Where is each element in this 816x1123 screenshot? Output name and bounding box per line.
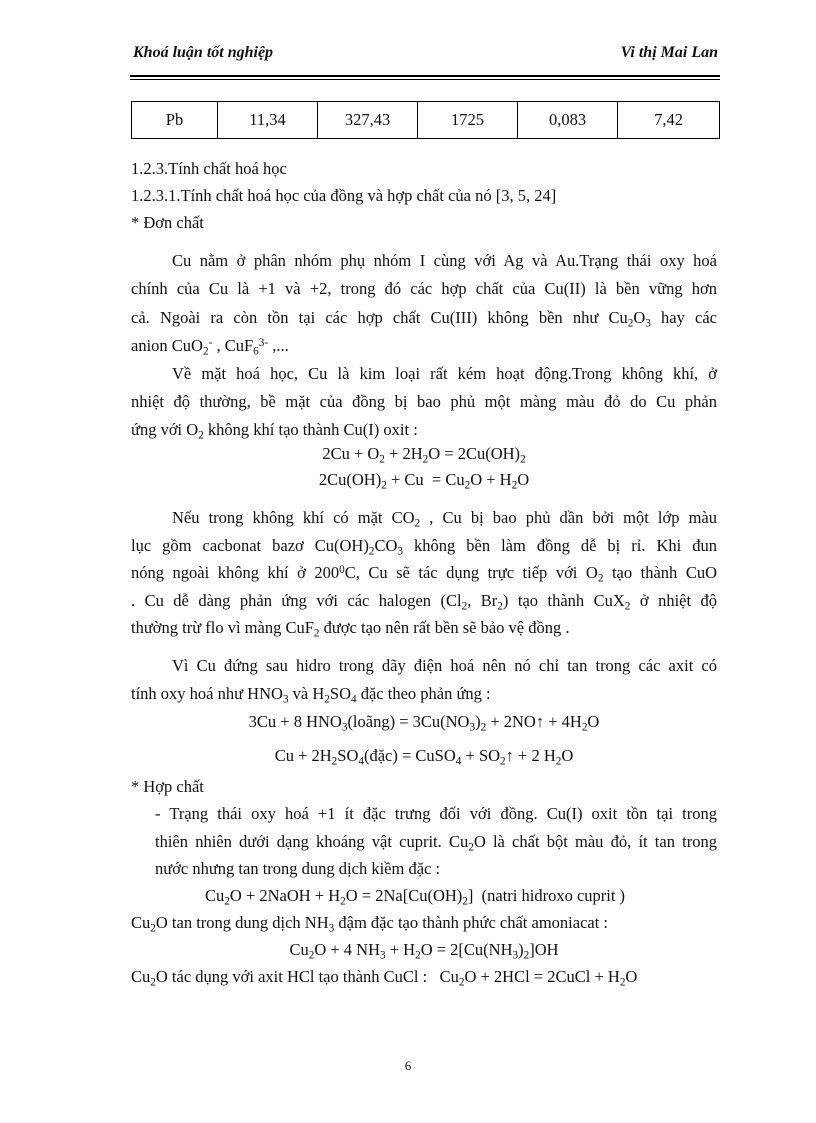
header-rule-thin: [130, 79, 720, 80]
table-row: [132, 102, 720, 139]
paragraph-line: Vì Cu đứng sau hidro trong dãy điện hoá nên nó chỉ tan trong các axit có: [172, 656, 717, 675]
header-left: Khoá luận tốt nghiệp: [133, 44, 274, 61]
equation: $Cu_2O$ + 2NaOH + $H_2O = 2Na[Cu(OH)_2]$ (natri hidroxo cuprit ): [205, 886, 626, 908]
header-right: Vi thị Mai Lan: [620, 44, 718, 61]
table-cell: 0,083: [518, 102, 618, 139]
paragraph-line: . Cu dễ dàng phản ứng với các halogen ($Cl_2$, $Br_2$) tạo thành CuX$_2$ ở nhiệt độ: [131, 591, 718, 613]
equation: $Cu + 2H_2SO_4(đặc)$ = CuSO$_4$ + $SO_2↑ + 2$ $H_2O$: [274, 746, 574, 768]
table-cell: 11,34: [218, 102, 318, 139]
properties-table: [131, 101, 720, 139]
paragraph-line: - Trạng thái oxy hoá +1 ít đặc trưng đối với đồng. Cu(I) oxit tồn tại trong: [155, 804, 717, 823]
equation: $2Cu + O_2 + 2H_2O = 2Cu(OH)_2$: [322, 444, 526, 466]
element-heading: * Đơn chất: [131, 213, 204, 232]
paragraph-line: nóng ngoài không khí ở $200^0C$, Cu sẽ tác dụng trực tiếp với $O_2$ tạo thành CuO: [131, 563, 717, 585]
compound-heading: * Hợp chất: [131, 777, 204, 796]
paragraph-line: nhiệt độ thường, bề mặt của đồng bị bao phủ một màng màu đỏ do Cu phản: [131, 392, 717, 411]
header-rule: [130, 75, 720, 77]
paragraph-line: cả. Ngoài ra còn tồn tại các hợp chất Cu(III) không bền như $Cu_2O_3$ hay các: [131, 308, 717, 330]
page-number: 6: [404, 1058, 412, 1073]
subsection-heading: 1.2.3.1.Tính chất hoá học của đồng và hợp chất của nó [3, 5, 24]: [131, 186, 557, 205]
table-cell: Pb: [132, 102, 218, 139]
paragraph-line: chính của Cu là +1 và +2, trong đó các hợp chất của Cu(II) là bền vững hơn: [131, 279, 717, 298]
paragraph-line: Nếu trong không khí có mặt $CO_2$ , Cu bị bao phủ dần bởi một lớp màu: [172, 508, 718, 530]
equation: $Cu_2O + 4$ $NH_3 + H_2O = 2[Cu(NH_3)_2]OH$: [289, 940, 559, 962]
table-cell: 327,43: [318, 102, 418, 139]
equation: $2Cu(OH)_2 + Cu = Cu_2O + H_2O$: [318, 470, 530, 492]
paragraph-line: ứng với $O_2$ không khí tạo thành Cu(I) oxit :: [131, 420, 418, 442]
paragraph-line: $Cu_2O$ tác dụng với axit HCl tạo thành CuCl : $Cu_2O + 2HCl$ = 2CuCl + $H_2O$: [131, 967, 638, 989]
table-cell: 1725: [418, 102, 518, 139]
paragraph-line: Về mặt hoá học, Cu là kim loại rất kém hoạt động.Trong không khí, ở: [172, 364, 717, 383]
table-cell: 7,42: [618, 102, 720, 139]
paragraph-line: thường trừ flo vì màng CuF$_2$ được tạo nên rất bền sẽ bảo vệ đồng .: [131, 618, 570, 640]
paragraph-line: thiên nhiên dưới dạng khoáng vật cuprit. $Cu_2O$ là chất bột màu đỏ, ít tan trong: [155, 832, 717, 854]
paragraph-line: Cu nằm ở phân nhóm phụ nhóm I cùng với Ag và Au.Trạng thái oxy hoá: [172, 251, 717, 270]
paragraph-line: $Cu_2O$ tan trong dung dịch $NH_3$ đậm đặc tạo thành phức chất amoniacat :: [131, 913, 609, 935]
paragraph-line: tính oxy hoá như $HNO_3$ và $H_2SO_4$ đặc theo phản ứng :: [131, 684, 491, 706]
paragraph-line: nước nhưng tan trong dung dịch kiềm đặc :: [155, 859, 441, 878]
section-heading: 1.2.3.Tính chất hoá học: [131, 159, 287, 178]
paragraph-line: lục gồm cacbonat bazơ $Cu(OH)_2CO_3$ không bền làm đồng dễ bị rỉ. Khi đun: [131, 536, 717, 558]
equation: 3Cu + 8 $HNO_3(loãng) = 3Cu(NO_3)_2$ + 2NO↑ + $4H_2O$: [248, 712, 600, 734]
paragraph-line: anion CuO$_2$- , CuF$_6^{3-}$ ,...: [131, 336, 289, 358]
